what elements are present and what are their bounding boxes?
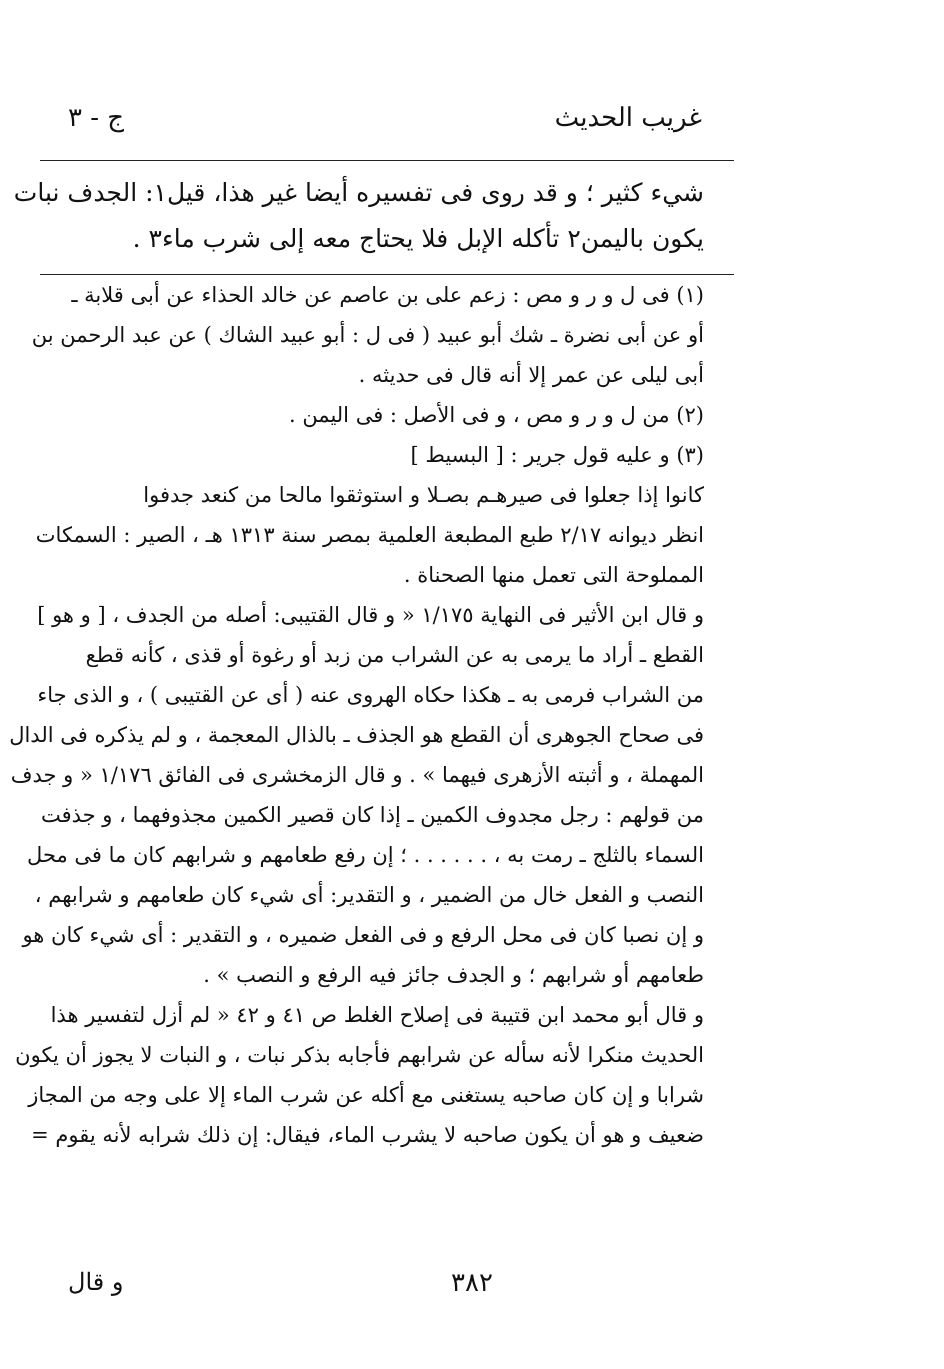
footnote-line: (٣) و عليه قول جرير : [ البسيط ]: [410, 443, 704, 467]
footnote-line: و قال أبو محمد ابن قتيبة فى إصلاح الغلط ص ٤١ و ٤٢ « لم أزل لتفسير هذا: [50, 1003, 704, 1027]
footnotes: [9, 275, 704, 1155]
footnote-line: و قال ابن الأثير فى النهاية ١/١٧٥ « و قال القتيبى: أصله من الجدف ، [ و هو ]: [37, 603, 704, 627]
footnote-line: أو عن أبى نضرة ـ شك أبو عبيد ( فى ل : أبو عبيد الشاك ) عن عبد الرحمن بن: [31, 323, 704, 347]
footnote-line: شرابا و إن كان صاحبه يستغنى مع أكله عن شرب الماء إلا على وجه من المجاز: [28, 1083, 704, 1107]
poem-verse: كانوا إذا جعلوا فى صيرهـم بصـلا و استوثقوا مالحا من كنعد جدفوا: [143, 483, 704, 507]
volume-label: ج - ٣: [68, 103, 125, 133]
page-number: ٣٨٢: [451, 1268, 493, 1298]
footnote-line: ضعيف و هو أن يكون صاحبه لا يشرب الماء، فيقال: إن ذلك شرابه لأنه يقوم =: [31, 1123, 704, 1147]
footnote-line: الحديث منكرا لأنه سأله عن شرابهم فأجابه بذكر نبات ، و النبات لا يجوز أن يكون: [15, 1043, 704, 1067]
running-title: غريب الحديث: [554, 103, 702, 133]
header-rule: [40, 160, 734, 161]
footnote-line: المهملة ، و أثبته الأزهرى فيهما » . و قال الزمخشرى فى الفائق ١/١٧٦ « و جدف: [10, 763, 704, 787]
footnote-line: السماء بالثلج ـ رمت به ، . . . . . . ؛ إن رفع طعامهم و شرابهم كان ما فى محل: [27, 843, 704, 867]
footnote-line: فى صحاح الجوهرى أن القطع هو الجذف ـ بالذال المعجمة ، و لم يذكره فى الدال: [9, 723, 704, 747]
footnote-line: من الشراب فرمى به ـ هكذا حكاه الهروى عنه ( أى عن القتيبى ) ، و الذى جاء: [37, 683, 704, 707]
footnote-line: (٢) من ل و ر و مص ، و فى الأصل : فى اليمن .: [288, 403, 704, 427]
footnote-line: طعامهم أو شرابهم ؛ و الجدف جائز فيه الرفع و النصب » .: [203, 963, 704, 987]
footnote-line: المملوحة التى تعمل منها الصحناة .: [403, 563, 704, 587]
footnote-line: من قولهم : رجل مجدوف الكمين ـ إذا كان قصير الكمين مجذوفهما ، و جذفت: [40, 803, 704, 827]
main-text-line: شيء كثير ؛ و قد روى فى تفسيره أيضا غير هذا، قيل١: الجدف نبات: [13, 178, 704, 207]
footnote-line: و إن نصبا كان فى محل الرفع و فى الفعل ضميره ، و التقدير : أى شيء كان هو: [22, 923, 704, 947]
main-text: [13, 170, 704, 262]
catchword: و قال: [68, 1268, 124, 1296]
footnote-line: أبى ليلى عن عمر إلا أنه قال فى حديثه .: [358, 363, 704, 387]
footnote-line: القطع ـ أراد ما يرمى به عن الشراب من زبد أو رغوة أو قذى ، كأنه قطع: [85, 643, 704, 667]
footnote-line: النصب و الفعل خال من الضمير ، و التقدير: أى شيء كان طعامهم و شرابهم ،: [34, 883, 704, 907]
footnote-line: (١) فى ل و ر و مص : زعم على بن عاصم عن خالد الحذاء عن أبى قلابة ـ: [71, 283, 704, 307]
footnote-line: انظر ديوانه ٢/١٧ طبع المطبعة العلمية بمصر سنة ١٣١٣ هـ ، الصير : السمكات: [35, 523, 704, 547]
main-text-line: يكون باليمن٢ تأكله الإبل فلا يحتاج معه إلى شرب ماء٣ .: [132, 224, 704, 253]
